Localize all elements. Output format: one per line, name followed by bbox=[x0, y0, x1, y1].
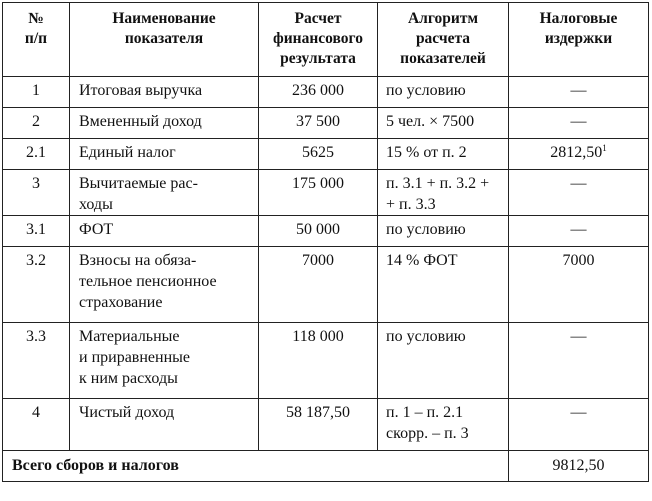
row-financial-result bbox=[259, 216, 378, 247]
row-indicator-name bbox=[70, 399, 259, 451]
row-tax-costs bbox=[509, 170, 649, 216]
row-tax-costs-text: — bbox=[570, 113, 587, 130]
header-row bbox=[3, 3, 649, 77]
total-label: Всего сборов и налогов bbox=[3, 451, 509, 482]
row-number bbox=[3, 77, 70, 108]
row-number-text: 3 bbox=[32, 175, 40, 192]
row-financial-result-text: 37 500 bbox=[296, 113, 340, 130]
row-indicator-name bbox=[70, 170, 259, 216]
row-calculation-algorithm-text: 5 чел. × 7500 bbox=[386, 113, 475, 130]
table-row bbox=[3, 77, 649, 108]
row-financial-result bbox=[259, 323, 378, 399]
row-indicator-name bbox=[70, 77, 259, 108]
row-calculation-algorithm-text: п. 3.1 + п. 3.2 + + п. 3.3 bbox=[386, 175, 490, 213]
row-calculation-algorithm bbox=[378, 247, 509, 323]
row-financial-result-text: 236 000 bbox=[292, 82, 344, 99]
header-tax-costs: Налоговые издержки bbox=[509, 3, 649, 77]
row-indicator-name bbox=[70, 323, 259, 399]
row-number bbox=[3, 399, 70, 451]
row-calculation-algorithm-text: по условию bbox=[386, 328, 466, 345]
row-number-text: 3.1 bbox=[26, 221, 46, 238]
row-financial-result bbox=[259, 139, 378, 170]
row-tax-costs-text: 7000 bbox=[562, 252, 595, 269]
row-number-text: 3.3 bbox=[26, 328, 46, 345]
row-tax-costs-text: — bbox=[570, 82, 587, 99]
row-financial-result-text: 58 187,50 bbox=[286, 404, 350, 421]
row-number bbox=[3, 323, 70, 399]
table-row bbox=[3, 216, 649, 247]
row-number bbox=[3, 216, 70, 247]
row-financial-result-text: 50 000 bbox=[296, 221, 340, 238]
row-calculation-algorithm-text: п. 1 – п. 2.1 скорр. – п. 3 bbox=[386, 404, 469, 442]
row-financial-result-text: 5625 bbox=[302, 144, 334, 161]
row-indicator-name-text: Взносы на обяза- тельное пенсионное страхование bbox=[79, 252, 217, 311]
row-financial-result-text: 175 000 bbox=[292, 175, 344, 192]
row-financial-result bbox=[259, 108, 378, 139]
total-row bbox=[3, 451, 649, 482]
row-tax-costs bbox=[509, 77, 649, 108]
header-indicator-name: Наименование показателя bbox=[70, 3, 259, 77]
tax-table bbox=[2, 2, 649, 482]
row-financial-result-text: 118 000 bbox=[292, 328, 344, 345]
table-row bbox=[3, 247, 649, 323]
row-financial-result bbox=[259, 77, 378, 108]
row-indicator-name-text: Материальные и приравненные к ним расходы bbox=[79, 328, 190, 387]
row-tax-costs-text: — bbox=[570, 404, 587, 421]
row-calculation-algorithm-text: по условию bbox=[386, 221, 466, 238]
row-tax-costs-text: — bbox=[570, 175, 587, 192]
row-indicator-name-text: Единый налог bbox=[79, 144, 176, 161]
footnote-marker: 1 bbox=[602, 143, 607, 153]
table-row bbox=[3, 399, 649, 451]
table-row bbox=[3, 108, 649, 139]
row-calculation-algorithm bbox=[378, 323, 509, 399]
row-tax-costs bbox=[509, 139, 649, 170]
row-tax-costs bbox=[509, 216, 649, 247]
row-indicator-name bbox=[70, 216, 259, 247]
row-indicator-name bbox=[70, 139, 259, 170]
row-indicator-name-text: Вмененный доход bbox=[79, 113, 202, 130]
header-financial-result: Расчет финансового результата bbox=[259, 3, 378, 77]
row-number bbox=[3, 170, 70, 216]
row-tax-costs bbox=[509, 399, 649, 451]
row-indicator-name-text: ФОТ bbox=[79, 221, 114, 238]
row-calculation-algorithm bbox=[378, 77, 509, 108]
table-row bbox=[3, 170, 649, 216]
row-indicator-name-text: Вычитаемые рас- ходы bbox=[79, 175, 198, 213]
row-tax-costs bbox=[509, 323, 649, 399]
row-indicator-name-text: Чистый доход bbox=[79, 404, 175, 421]
row-indicator-name bbox=[70, 108, 259, 139]
row-calculation-algorithm bbox=[378, 139, 509, 170]
row-number bbox=[3, 139, 70, 170]
header-calculation-algorithm: Алгоритм расчета показателей bbox=[378, 3, 509, 77]
row-indicator-name-text: Итоговая выручка bbox=[79, 82, 203, 99]
row-tax-costs bbox=[509, 108, 649, 139]
row-financial-result bbox=[259, 247, 378, 323]
row-calculation-algorithm bbox=[378, 108, 509, 139]
table-row bbox=[3, 139, 649, 170]
row-number bbox=[3, 108, 70, 139]
row-tax-costs-text: — bbox=[570, 328, 587, 345]
row-financial-result bbox=[259, 170, 378, 216]
row-indicator-name bbox=[70, 247, 259, 323]
row-calculation-algorithm-text: 14 % ФОТ bbox=[386, 252, 458, 269]
table-row bbox=[3, 323, 649, 399]
row-tax-costs-text: — bbox=[570, 221, 587, 238]
row-number-text: 3.2 bbox=[26, 252, 46, 269]
row-calculation-algorithm bbox=[378, 170, 509, 216]
header-number: № п/п bbox=[3, 3, 70, 77]
total-value: 9812,50 bbox=[509, 451, 649, 482]
row-calculation-algorithm bbox=[378, 399, 509, 451]
row-number-text: 4 bbox=[32, 404, 40, 421]
row-tax-costs bbox=[509, 247, 649, 323]
row-number-text: 2.1 bbox=[26, 144, 46, 161]
row-calculation-algorithm bbox=[378, 216, 509, 247]
row-financial-result bbox=[259, 399, 378, 451]
row-tax-costs-text: 2812,50 bbox=[550, 144, 603, 161]
row-calculation-algorithm-text: по условию bbox=[386, 82, 466, 99]
row-number bbox=[3, 247, 70, 323]
row-number-text: 2 bbox=[32, 113, 40, 130]
row-calculation-algorithm-text: 15 % от п. 2 bbox=[386, 144, 467, 161]
row-financial-result-text: 7000 bbox=[302, 252, 334, 269]
row-number-text: 1 bbox=[32, 82, 40, 99]
